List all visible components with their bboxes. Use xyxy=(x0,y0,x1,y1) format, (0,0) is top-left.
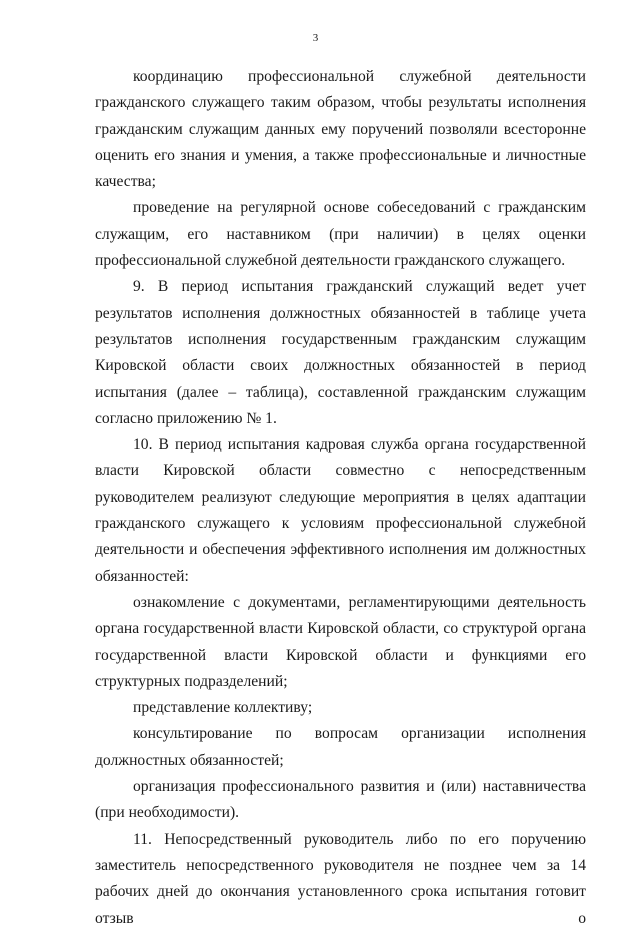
paragraph-item-9: 9. В период испытания гражданский служащий ведет учет результатов исполнения должностных обязанностей в таблице учета результатов исполнения государственным гражданским служащим Кировской области своих должностных обязанностей в период испытания (далее – таблица), составленной гражданским служащим согласно приложению № 1. xyxy=(95,278,586,427)
paragraph-item-11: 11. Непосредственный руководитель либо по его поручению заместитель непосредственного руководителя не позднее чем за 14 рабочих дней до окончания установленного срока испытания готовит отзыв о xyxy=(95,830,586,927)
page-number: 3 xyxy=(312,32,319,44)
paragraph-interviews: проведение на регулярной основе собеседований с гражданским служащим, его наставником (при наличии) в целях оценки профессиональной служебной деятельности гражданского служащего. xyxy=(95,199,586,270)
paragraph-familiarization: ознакомление с документами, регламентирующими деятельность органа государственной власти Кировской области, со структурой органа государственной власти Кировской области и функциями его структурных подразделений; xyxy=(95,593,586,690)
paragraph-consulting: консультирование по вопросам организации исполнения должностных обязанностей; xyxy=(95,725,586,769)
paragraph-item-10: 10. В период испытания кадровая служба органа государственной власти Кировской области совместно с непосредственным руководителем реализуют следующие мероприятия в целях адаптации гражданского служащего к условиям профессиональной служебной деятельности и обеспечения эффективного исполнения им должностных обязанностей: xyxy=(95,436,586,585)
paragraph-introduction: представление коллективу; xyxy=(133,699,313,717)
paragraph-development: организация профессионального развития и (или) наставничества (при необходимости). xyxy=(95,778,586,822)
paragraph-coordination: координацию профессиональной служебной деятельности гражданского служащего таким образом, чтобы результаты исполнения гражданским служащим данных ему поручений позволяли всесторонне оценить его знания и умения, а также профессиональные и личностные качества; xyxy=(95,68,586,191)
document-body xyxy=(95,64,586,932)
